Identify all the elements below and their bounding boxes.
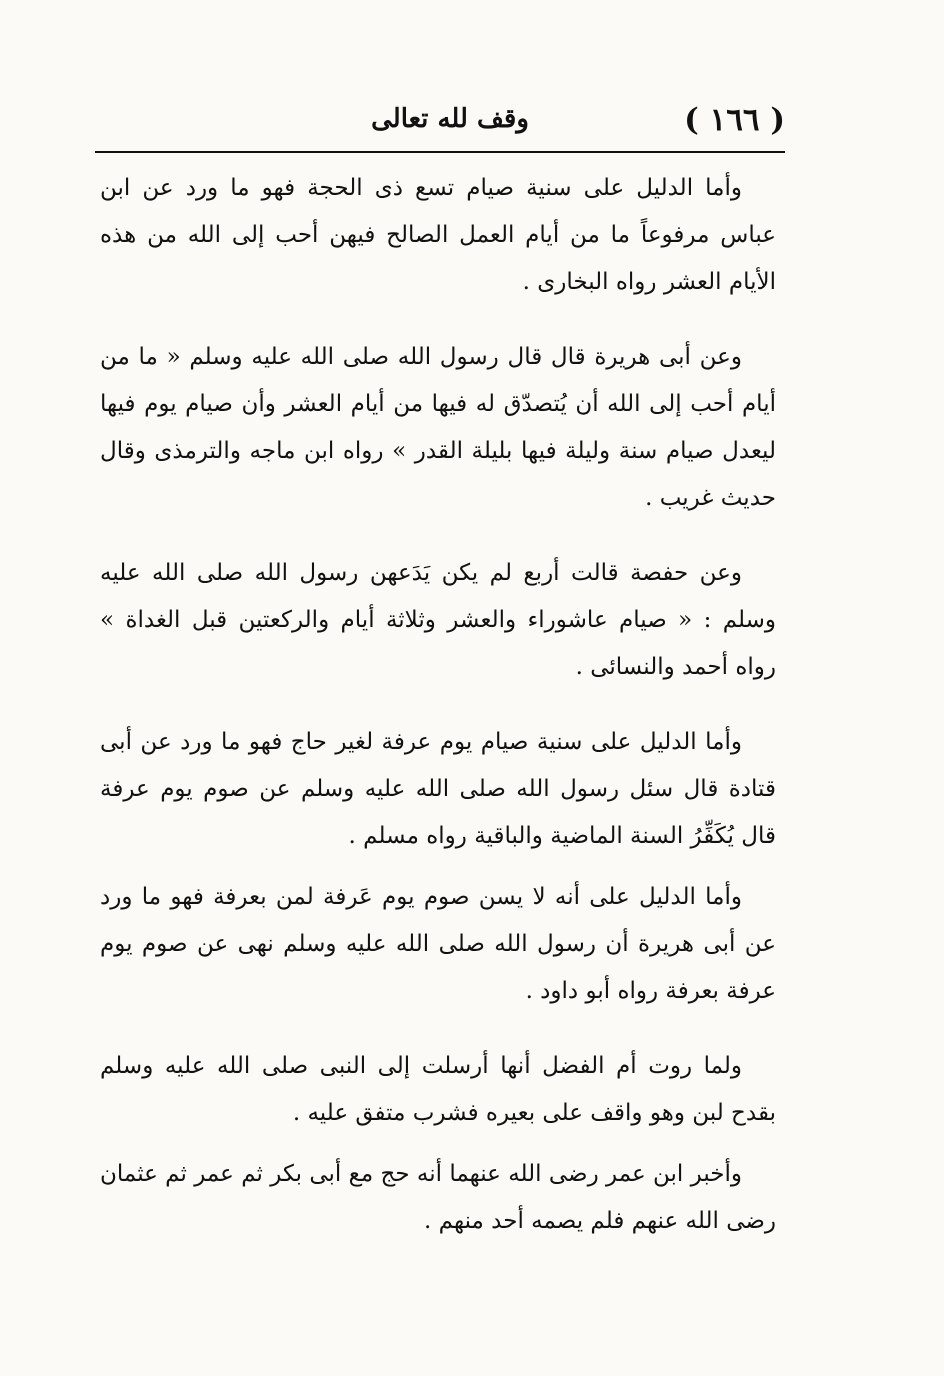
header-rule (95, 151, 785, 153)
paragraph-abu-hurairah-hadith: وعن أبى هريرة قال قال رسول الله صلى الله عليه وسلم « ما من أيام أحب إلى الله أن يُتصدّق له فيها من أيام العشر وأن صيام يوم فيها ليعدل صيام سنة وليلة فيها بليلة القدر » رواه ابن ماجه والترمذى وقال حديث غريب . (100, 344, 776, 511)
running-title: وقف لله تعالى (371, 104, 529, 134)
page-header (95, 100, 785, 150)
paragraph-umm-al-fadl: ولما روت أم الفضل أنها أرسلت إلى النبى صلى الله عليه وسلم بقدح لبن وهو واقف على بعيره فشرب متفق عليه . (100, 1053, 776, 1126)
paragraph-dhul-hijjah-fasting: وأما الدليل على سنية صيام تسع ذى الحجة فهو ما ورد عن ابن عباس مرفوعاً ما من أيام العمل الصالح فيهن أحب إلى الله من هذه الأيام العشر رواه البخارى . (100, 175, 776, 295)
paragraph-ibn-umar: وأخبر ابن عمر رضى الله عنهما أنه حج مع أبى بكر ثم عمر ثم عثمان رضى الله عنهم فلم يصمه أحد منهم . (100, 1161, 776, 1234)
page-body (100, 165, 776, 1245)
paragraph-no-fasting-at-arafah: وأما الدليل على أنه لا يسن صوم يوم عَرفة لمن بعرفة فهو ما ورد عن أبى هريرة أن رسول الله صلى الله عليه وسلم نهى عن صوم يوم عرفة بعرفة رواه أبو داود . (100, 884, 776, 1004)
paragraph-hafsa-hadith: وعن حفصة قالت أربع لم يكن يَدَعهن رسول الله صلى الله عليه وسلم : « صيام عاشوراء والعشر وثلاثة أيام والركعتين قبل الغداة » رواه أحمد والنسائى . (100, 560, 776, 680)
paragraph-arafah-fasting: وأما الدليل على سنية صيام يوم عرفة لغير حاج فهو ما ورد عن أبى قتادة قال سئل رسول الله صلى الله عليه وسلم عن صوم يوم عرفة قال يُكَفِّرُ السنة الماضية والباقية رواه مسلم . (100, 729, 776, 849)
page-number: ( ١٦٦ ) (684, 102, 785, 138)
